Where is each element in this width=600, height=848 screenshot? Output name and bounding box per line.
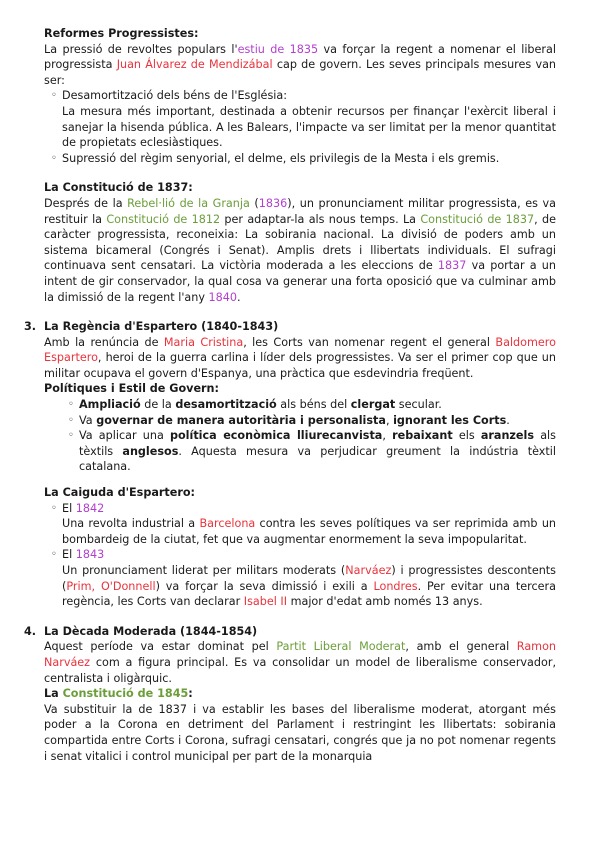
reformes-heading: Reformes Progressistes: [44,27,199,40]
politica-item: ◦ Va governar de manera autoritària i personalista, ignorant les Corts. [68,413,510,427]
caiguda-1842: ◦ El 1842 [51,501,105,515]
constitucio-1837-text: Després de la Rebel·lió de la Granja (1836), un pronunciament militar progressista, es va restituir la Constitució de 1812 per adaptar-la als nous temps. La Constitució de 1837, de caràcter progressista, reconeixia: La sobirania nacional. La divisió de poders amb un sistema bicameral (Congrés i Senat). Amplis drets i llibertats individuals. El sufragi continuava sent censatari. La victòria moderada a les eleccions de 1837 va portar a un intent de gir conservador, la qual cosa va generar una forta oposició que va culminar amb la dimissió de la regent l'any 1840. [44,196,556,304]
bullet-icon: ◦ [51,549,57,561]
bullet-icon: ◦ [68,399,74,411]
constitucio-1837-heading: La Constitució de 1837: [44,181,193,195]
decada-intro: Aquest període va estar dominat pel Partit Liberal Moderat, amb el general Ramon Narváez com a figura principal. Es va consolidar un model de liberalisme conservador, centralista i oligàrquic. [44,640,557,685]
politica-item: ◦ Ampliació de la desamortització als béns del clergat secular. [68,398,442,412]
desamortitzacio-text: La mesura més important, destinada a obtenir recursos per finançar l'exèrcit liberal i sanejar la hisenda pública. A les Balears, l'impacte va ser limitat per la menor quantitat de propietats eclesiàstiques. [62,104,556,150]
decada-moderada-section [24,624,557,764]
espartero-heading: La Regència d'Espartero (1840-1843) [44,320,279,334]
caiguda-heading: La Caiguda d'Espartero: [44,486,196,500]
bullet-icon: ◦ [68,414,74,426]
espartero-intro: Amb la renúncia de Maria Cristina, les Corts van nomenar regent el general Baldomero Espartero, heroi de la guerra carlina i líder dels progressistes. Va ser el primer cop que un militar ocupava el govern d'Espanya, una pràctica que esdevindria freqüent. [44,335,556,380]
reformes-intro: La pressió de revoltes populars l'estiu de 1835 va forçar la regent a nomenar el liberal progressista Juan Álvarez de Mendizábal cap de govern. Les seves principals mesures van ser: [44,42,557,87]
reformes-section [44,26,556,166]
politiques-heading: Polítiques i Estil de Govern: [44,382,219,396]
bullet-supressio: ◦ Supressió del règim senyorial, el delme, els privilegis de la Mesta i els gremis. [51,151,500,165]
bullet-desamortitzacio: ◦ Desamortització dels béns de l'Església: [51,89,288,103]
caiguda-1843: ◦ El 1843 [51,548,105,562]
constitucio-1845-text: Va substituir la de 1837 i va establir les bases del liberalisme moderat, atorgant més poder a la Corona en detriment del Parlament i restringint les llibertats: sobirania compartida entre Corts i Corona, sufragi censatari, congrés que ja no pot nomenar regents i senat vitalici i control municipal per part de la monarquia [44,702,556,763]
bullet-icon: ◦ [51,152,57,164]
bullet-icon: ◦ [51,90,57,102]
bullet-icon: ◦ [68,430,74,442]
constitucio-1845-heading: La Constitució de 1845: [44,687,193,701]
section-number: 4. [24,624,37,638]
constitucio-1837-section [44,180,556,305]
caiguda-1842-text: Una revolta industrial a Barcelona contra les seves polítiques va ser reprimida amb un bombardeig de la ciutat, fet que va augmentar enormement la seva impopularitat. [62,517,556,546]
bullet-icon: ◦ [51,502,57,514]
espartero-section [24,319,557,610]
decada-heading: La Dècada Moderada (1844-1854) [44,624,258,638]
section-number: 3. [24,320,37,334]
caiguda-1843-text: Un pronunciament liderat per militars moderats (Narváez) i progressistes descontents (Prim, O'Donnell) va forçar la seva dimissió i exili a Londres. Per evitar una tercera regència, les Corts van declarar Isabel II major d'edat amb només 13 anys. [62,564,557,609]
politica-item: ◦ Va aplicar una política econòmica lliurecanvista, rebaixant els aranzels als tèxtils anglesos. Aquesta mesura va perjudicar greument la indústria tèxtil catalana. [68,429,556,474]
